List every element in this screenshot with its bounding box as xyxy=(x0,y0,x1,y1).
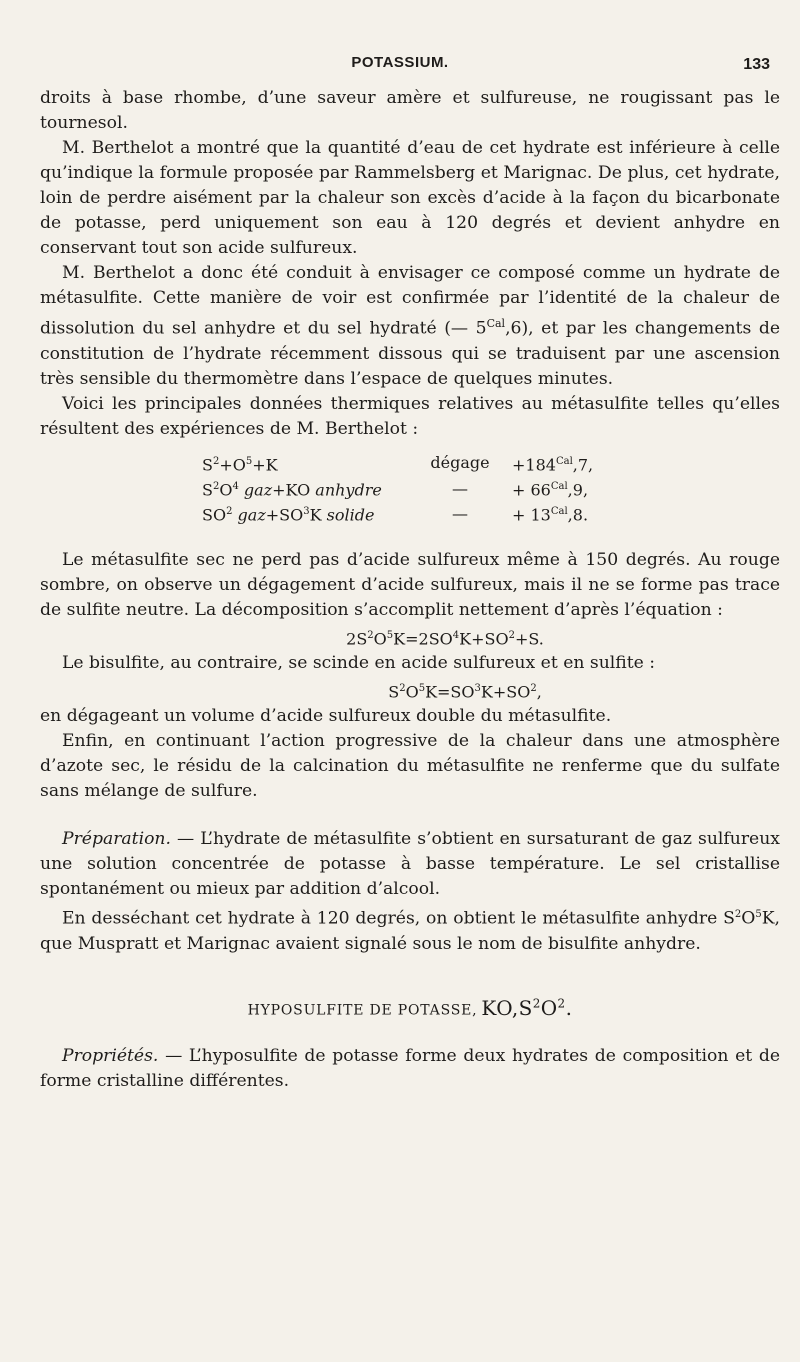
equation-decomposition: $2S^2O^5K=2SO^4K+SO^2+S$. xyxy=(346,629,544,649)
paragraph: droits à base rhombe, d’une saveur amère et sulfureuse, ne rougissant pas le tournesol. xyxy=(40,88,780,133)
running-head: POTASSIUM. xyxy=(351,54,449,71)
paragraph: M. Berthelot a donc été conduit à envisager ce composé comme un hydrate de métasulfite. Cette manière de voir est confirmée par l’identité de la chaleur de dissolution du sel anhydre et du sel hydraté (— $5^{Cal},6$), et par les changements de constitution de l’hydrate récemment dissous qui se traduisent par une ascension très sensible du thermomètre dans l’espace de quelques minutes. xyxy=(40,263,781,389)
paragraph: en dégageant un volume d’acide sulfureux double du métasulfite. xyxy=(40,706,612,727)
verb-cell: dégage xyxy=(430,453,490,473)
paragraph: M. Berthelot a montré que la quantité d’eau de cet hydrate est inférieure à celle qu’indique la formule proposée par Rammelsberg et Marignac. De plus, cet hydrate, loin de perdre aisément par la chaleur son excès d’acide à la façon du bicarbonate de potasse, perd uniquement son eau à 120 degrés et devient anhydre en conservant tout son acide sulfureux. xyxy=(40,138,780,258)
run-in-heading: Préparation. xyxy=(62,829,171,850)
section-heading: HYPOSULFITE DE POTASSE, $KO,S^2O^2$. xyxy=(247,995,573,1020)
reaction-cell: $S^2+O^5+K$ xyxy=(202,455,278,475)
paragraph-properties: Propriétés. — L’hyposulfite de potasse forme deux hydrates de composition et de forme cristalline différentes. xyxy=(40,1045,780,1091)
run-in-heading: Propriétés. xyxy=(62,1045,159,1066)
reaction-cell: $SO^2$ $gaz+SO^3K$ solide xyxy=(202,505,375,525)
heat-value: + $66^{Cal},9$, xyxy=(512,480,589,500)
reaction-cell: $S^2O^4$ gaz+KO anhydre xyxy=(202,480,382,500)
paragraph-preparation: Préparation. — L’hydrate de métasulfite s’obtient en sursaturant de gaz sulfureux une solution concentrée de potasse à basse température. Le sel cristallise spontanément ou mieux par addition d’alcool. xyxy=(40,829,780,900)
page-number: 133 xyxy=(743,56,770,73)
equation-bisulfite: $S^2O^5K=SO^3K+SO^2$, xyxy=(388,682,542,702)
dash-cell: — xyxy=(452,478,468,498)
dash-cell: — xyxy=(452,504,468,524)
page-body xyxy=(40,86,780,1094)
paragraph: Voici les principales données thermiques relatives au métasulfite telles qu’elles résultent des expériences de M. Berthelot : xyxy=(40,393,780,439)
paragraph: Enfin, en continuant l’action progressive de la chaleur dans une atmosphère d’azote sec, le résidu de la calcination du métasulfite ne renferme que du sulfate sans mélange de sulfure. xyxy=(40,731,780,802)
heat-value: $+184^{Cal},7$, xyxy=(512,455,594,475)
table-row xyxy=(202,451,622,476)
table-row xyxy=(202,476,622,501)
paragraph: Le métasulfite sec ne perd pas d’acide sulfureux même à 150 degrés. Au rouge sombre, on observe un dégagement d’acide sulfureux, mais il ne se forme pas trace de sulfite neutre. La décomposition s’accomplit nettement d’après l’équation : xyxy=(40,549,780,620)
paragraph: En desséchant cet hydrate à 120 degrés, on obtient le métasulfite anhydre $S^2O^5K$, que Muspratt et Marignac avaient signalé sous le nom de bisulfite anhydre. xyxy=(40,909,780,955)
paragraph: Le bisulfite, au contraire, se scinde en acide sulfureux et en sulfite : xyxy=(62,653,656,674)
spacer xyxy=(40,804,780,827)
thermochemical-table xyxy=(202,451,622,527)
table-row xyxy=(202,501,622,526)
heat-value: + $13^{Cal},8$. xyxy=(512,505,589,525)
spacer xyxy=(40,533,780,548)
